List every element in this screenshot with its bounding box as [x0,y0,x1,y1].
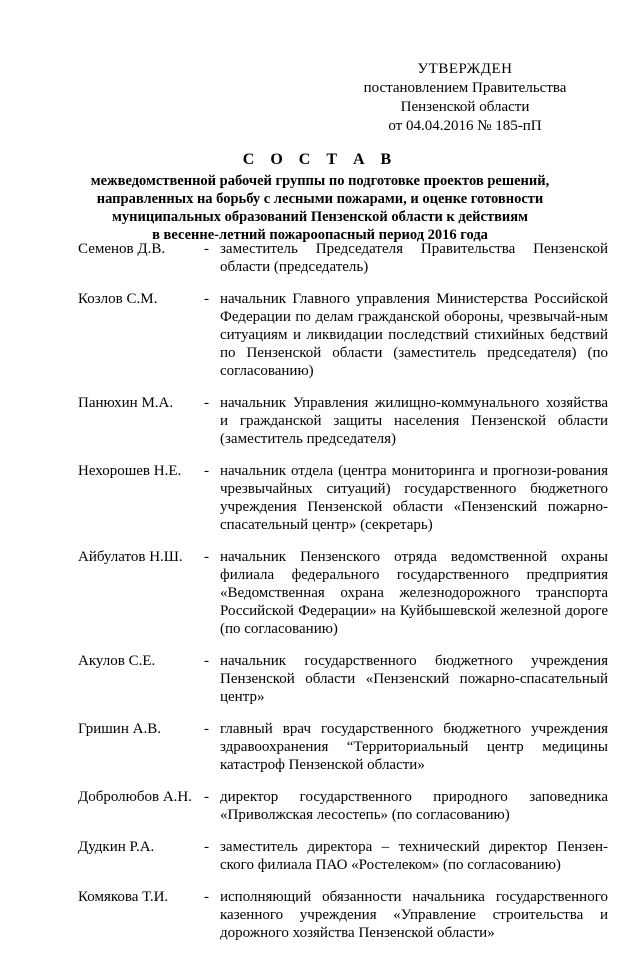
member-name: Гришин А.В. [78,721,161,737]
member-row [78,838,608,874]
document-heading [40,150,600,244]
member-role: исполняющий обязанности начальника государственного казенного учреждения «Управление строительства и дорожного хозяйства Пензенской области» [220,889,608,941]
member-dash: - [204,549,209,565]
member-name: Комякова Т.И. [78,889,169,905]
heading-subtitle-line-4: в весенне-летний пожароопасный период 2016 года [152,227,488,243]
heading-subtitle-line-1: межведомственной рабочей группы по подготовке проектов решений, [90,173,550,189]
member-role: начальник отдела (центра мониторинга и прогнози-рования чрезвычайных ситуаций) государственного бюджетного учреждения Пензенской области «Пензенский пожарно-спасательный центр» (секретарь) [220,463,608,533]
member-role: начальник Главного управления Министерства Российской Федерации по делам гражданской обороны, чрезвычай-ным ситуациям и ликвидации последствий стихийных бедствий по Пензенской области (заместитель председателя) (по согласованию) [220,291,608,379]
approved-line-2: Пензенской области [400,99,530,115]
member-dash: - [204,241,209,257]
member-name: Козлов С.М. [78,291,158,307]
member-row [78,548,608,638]
member-role: начальник государственного бюджетного учреждения Пензенской области «Пензенский пожарно-спасательный центр» [220,653,608,705]
member-role: заместитель директора – технический директор Пензен-ского филиала ПАО «Ростелеком» (по согласованию) [220,839,608,873]
approved-line-1: постановлением Правительства [363,80,567,96]
approved-title: УТВЕРЖДЕН [417,61,513,77]
member-dash: - [204,463,209,479]
member-dash: - [204,889,209,905]
member-name: Дудкин Р.А. [78,839,155,855]
member-role: начальник Управления жилищно-коммунального хозяйства и гражданской защиты населения Пензенской области (заместитель председателя) [220,395,608,447]
member-dash: - [204,395,209,411]
member-name: Айбулатов Н.Ш. [78,549,183,565]
heading-subtitle-line-2: направленных на борьбу с лесными пожарами, и оценке готовности [96,191,544,207]
approved-line-3: от 04.04.2016 № 185-пП [388,118,542,134]
member-dash: - [204,721,209,737]
member-row [78,720,608,774]
member-dash: - [204,653,209,669]
member-dash: - [204,291,209,307]
member-name: Панюхин М.А. [78,395,174,411]
member-row [78,788,608,824]
member-row [78,888,608,942]
member-role: директор государственного природного заповедника «Приволжская лесостепь» (по согласованию) [220,789,608,823]
member-name: Акулов С.Е. [78,653,156,669]
member-dash: - [204,839,209,855]
members-list [78,240,608,956]
member-row [78,394,608,448]
member-name: Нехорошев Н.Е. [78,463,182,479]
member-name: Семенов Д.В. [78,241,166,257]
member-row [78,462,608,534]
document-title: С О С Т А В [242,151,398,168]
member-row [78,290,608,380]
member-row [78,652,608,706]
member-role: главный врач государственного бюджетного учреждения здравоохранения “Территориальный центр медицины катастроф Пензенской области» [220,721,608,773]
heading-subtitle-line-3: муниципальных образований Пензенской области к действиям [112,209,528,225]
member-role: заместитель Председателя Правительства Пензенской области (председатель) [220,241,608,275]
member-name: Добролюбов А.Н. [78,789,192,805]
approval-stamp [355,60,575,136]
member-dash: - [204,789,209,805]
member-role: начальник Пензенского отряда ведомственной охраны филиала федерального государственного предприятия «Ведомственная охрана железнодорожного транспорта Российской Федерации» на Куйбышевской железной дороге (по согласованию) [220,549,608,637]
member-row [78,240,608,276]
